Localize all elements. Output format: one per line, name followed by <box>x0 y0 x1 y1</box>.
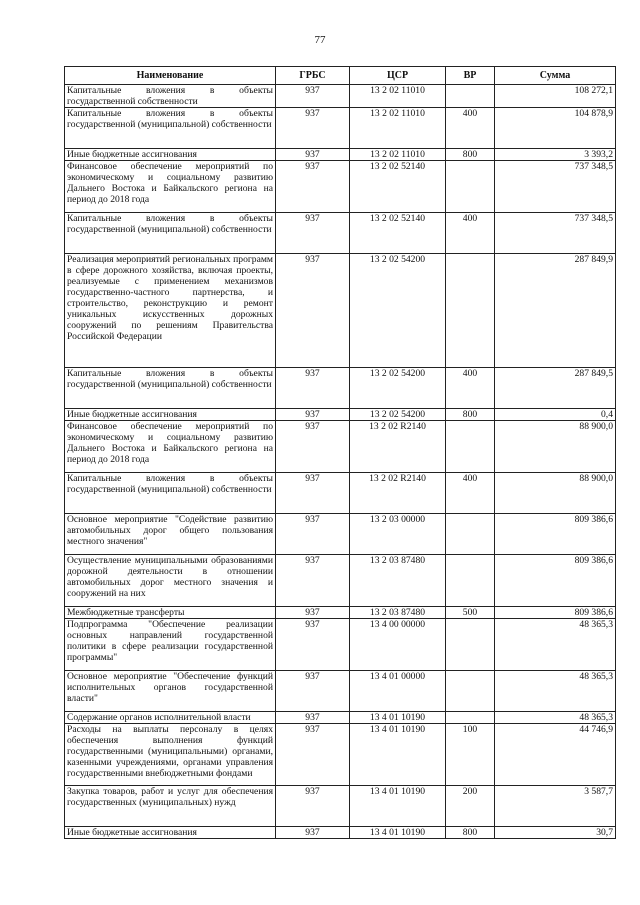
row-grbs-cell: 937 <box>276 409 350 421</box>
column-header-sum: Сумма <box>495 67 616 85</box>
row-sum-cell: 737 348,5 <box>495 213 616 254</box>
row-vr-cell: 400 <box>446 213 495 254</box>
row-sum-cell: 108 272,1 <box>495 85 616 108</box>
table-row <box>65 827 616 839</box>
row-name-cell: Иные бюджетные ассигнования <box>65 149 276 161</box>
row-grbs-cell: 937 <box>276 607 350 619</box>
row-name-cell: Капитальные вложения в объекты государственной собственности <box>65 85 276 108</box>
row-name-cell: Реализация мероприятий региональных программ в сфере дорожного хозяйства, включая проекты, реализуемые с применением механизмов государственно-частного партнерства, и строительство, реконструкцию и ремонт уникальных искусственных дорожных сооружений по решениям Правительства Российской Федерации <box>65 254 276 368</box>
row-vr-cell: 800 <box>446 409 495 421</box>
row-vr-cell: 400 <box>446 108 495 149</box>
row-csr-cell: 13 2 02 54200 <box>350 409 446 421</box>
column-header-csr: ЦСР <box>350 67 446 85</box>
row-sum-cell: 0,4 <box>495 409 616 421</box>
row-csr-cell: 13 2 02 R2140 <box>350 473 446 514</box>
row-sum-cell: 48 365,3 <box>495 619 616 671</box>
row-sum-cell: 48 365,3 <box>495 712 616 724</box>
row-csr-cell: 13 2 03 87480 <box>350 555 446 607</box>
row-vr-cell <box>446 85 495 108</box>
row-csr-cell: 13 2 02 54200 <box>350 368 446 409</box>
row-grbs-cell: 937 <box>276 254 350 368</box>
row-name-cell: Капитальные вложения в объекты государственной (муниципальной) собственности <box>65 368 276 409</box>
table-row <box>65 149 616 161</box>
row-grbs-cell: 937 <box>276 421 350 473</box>
row-grbs-cell: 937 <box>276 161 350 213</box>
row-vr-cell: 400 <box>446 368 495 409</box>
row-grbs-cell: 937 <box>276 724 350 786</box>
row-csr-cell: 13 2 03 87480 <box>350 607 446 619</box>
table-row <box>65 724 616 786</box>
row-csr-cell: 13 2 02 52140 <box>350 161 446 213</box>
budget-table <box>64 66 616 839</box>
table-body <box>65 85 616 839</box>
table-row <box>65 161 616 213</box>
row-grbs-cell: 937 <box>276 555 350 607</box>
column-header-name: Наименование <box>65 67 276 85</box>
row-name-cell: Капитальные вложения в объекты государственной (муниципальной) собственности <box>65 213 276 254</box>
table-row <box>65 514 616 555</box>
row-vr-cell <box>446 161 495 213</box>
table-row <box>65 712 616 724</box>
row-sum-cell: 44 746,9 <box>495 724 616 786</box>
table-row <box>65 368 616 409</box>
row-vr-cell <box>446 421 495 473</box>
table-row <box>65 213 616 254</box>
row-name-cell: Закупка товаров, работ и услуг для обеспечения государственных (муниципальных) нужд <box>65 786 276 827</box>
row-grbs-cell: 937 <box>276 85 350 108</box>
row-vr-cell: 400 <box>446 473 495 514</box>
row-vr-cell: 800 <box>446 149 495 161</box>
table-row <box>65 421 616 473</box>
row-csr-cell: 13 2 03 00000 <box>350 514 446 555</box>
row-csr-cell: 13 2 02 11010 <box>350 108 446 149</box>
row-grbs-cell: 937 <box>276 827 350 839</box>
row-sum-cell: 287 849,5 <box>495 368 616 409</box>
row-name-cell: Межбюджетные трансферты <box>65 607 276 619</box>
row-grbs-cell: 937 <box>276 473 350 514</box>
row-grbs-cell: 937 <box>276 671 350 712</box>
row-grbs-cell: 937 <box>276 712 350 724</box>
row-csr-cell: 13 2 02 52140 <box>350 213 446 254</box>
row-name-cell: Основное мероприятие "Содействие развитию автомобильных дорог общего пользования местного значения" <box>65 514 276 555</box>
row-sum-cell: 104 878,9 <box>495 108 616 149</box>
row-sum-cell: 88 900,0 <box>495 421 616 473</box>
row-sum-cell: 48 365,3 <box>495 671 616 712</box>
table-row <box>65 473 616 514</box>
row-name-cell: Финансовое обеспечение мероприятий по экономическому и социальному развитию Дальнего Востока и Байкальского региона на период до 2018 года <box>65 421 276 473</box>
row-grbs-cell: 937 <box>276 514 350 555</box>
row-name-cell: Иные бюджетные ассигнования <box>65 827 276 839</box>
row-vr-cell: 100 <box>446 724 495 786</box>
row-csr-cell: 13 4 01 10190 <box>350 712 446 724</box>
row-vr-cell: 800 <box>446 827 495 839</box>
row-sum-cell: 287 849,9 <box>495 254 616 368</box>
row-vr-cell <box>446 254 495 368</box>
table-row <box>65 607 616 619</box>
row-sum-cell: 809 386,6 <box>495 607 616 619</box>
table-row <box>65 786 616 827</box>
row-name-cell: Содержание органов исполнительной власти <box>65 712 276 724</box>
row-vr-cell: 200 <box>446 786 495 827</box>
row-vr-cell <box>446 712 495 724</box>
row-sum-cell: 3 393,2 <box>495 149 616 161</box>
table-row <box>65 108 616 149</box>
table-header-row <box>65 67 616 85</box>
row-sum-cell: 809 386,6 <box>495 514 616 555</box>
row-name-cell: Капитальные вложения в объекты государственной (муниципальной) собственности <box>65 108 276 149</box>
table-row <box>65 85 616 108</box>
row-sum-cell: 88 900,0 <box>495 473 616 514</box>
table-row <box>65 409 616 421</box>
row-csr-cell: 13 2 02 11010 <box>350 149 446 161</box>
row-sum-cell: 30,7 <box>495 827 616 839</box>
column-header-vr: ВР <box>446 67 495 85</box>
row-vr-cell <box>446 514 495 555</box>
row-sum-cell: 3 587,7 <box>495 786 616 827</box>
row-vr-cell <box>446 671 495 712</box>
row-csr-cell: 13 4 01 10190 <box>350 786 446 827</box>
row-grbs-cell: 937 <box>276 213 350 254</box>
row-grbs-cell: 937 <box>276 368 350 409</box>
row-name-cell: Основное мероприятие "Обеспечение функций исполнительных органов государственной власти" <box>65 671 276 712</box>
row-name-cell: Подпрограмма "Обеспечение реализации основных направлений государственной политики в сфере реализации государственной программы" <box>65 619 276 671</box>
table-row <box>65 619 616 671</box>
row-sum-cell: 809 386,6 <box>495 555 616 607</box>
page-number: 77 <box>314 34 326 46</box>
table-row <box>65 671 616 712</box>
row-csr-cell: 13 2 02 54200 <box>350 254 446 368</box>
row-name-cell: Капитальные вложения в объекты государственной (муниципальной) собственности <box>65 473 276 514</box>
row-grbs-cell: 937 <box>276 108 350 149</box>
row-csr-cell: 13 4 01 10190 <box>350 724 446 786</box>
row-csr-cell: 13 4 00 00000 <box>350 619 446 671</box>
row-csr-cell: 13 4 01 10190 <box>350 827 446 839</box>
row-name-cell: Иные бюджетные ассигнования <box>65 409 276 421</box>
row-name-cell: Осуществление муниципальными образованиями дорожной деятельности в отношении автомобильных дорог местного значения и сооружений на них <box>65 555 276 607</box>
row-grbs-cell: 937 <box>276 619 350 671</box>
row-vr-cell <box>446 619 495 671</box>
column-header-grbs: ГРБС <box>276 67 350 85</box>
row-grbs-cell: 937 <box>276 149 350 161</box>
row-csr-cell: 13 2 02 11010 <box>350 85 446 108</box>
row-vr-cell <box>446 555 495 607</box>
row-csr-cell: 13 2 02 R2140 <box>350 421 446 473</box>
row-csr-cell: 13 4 01 00000 <box>350 671 446 712</box>
row-name-cell: Финансовое обеспечение мероприятий по экономическому и социальному развитию Дальнего Востока и Байкальского региона на период до 2018 года <box>65 161 276 213</box>
row-sum-cell: 737 348,5 <box>495 161 616 213</box>
row-vr-cell: 500 <box>446 607 495 619</box>
table-row <box>65 254 616 368</box>
row-grbs-cell: 937 <box>276 786 350 827</box>
row-name-cell: Расходы на выплаты персоналу в целях обеспечения выполнения функций государственными (муниципальными) органами, казенными учреждениями, органами управления государственными внебюджетными фондами <box>65 724 276 786</box>
table-row <box>65 555 616 607</box>
